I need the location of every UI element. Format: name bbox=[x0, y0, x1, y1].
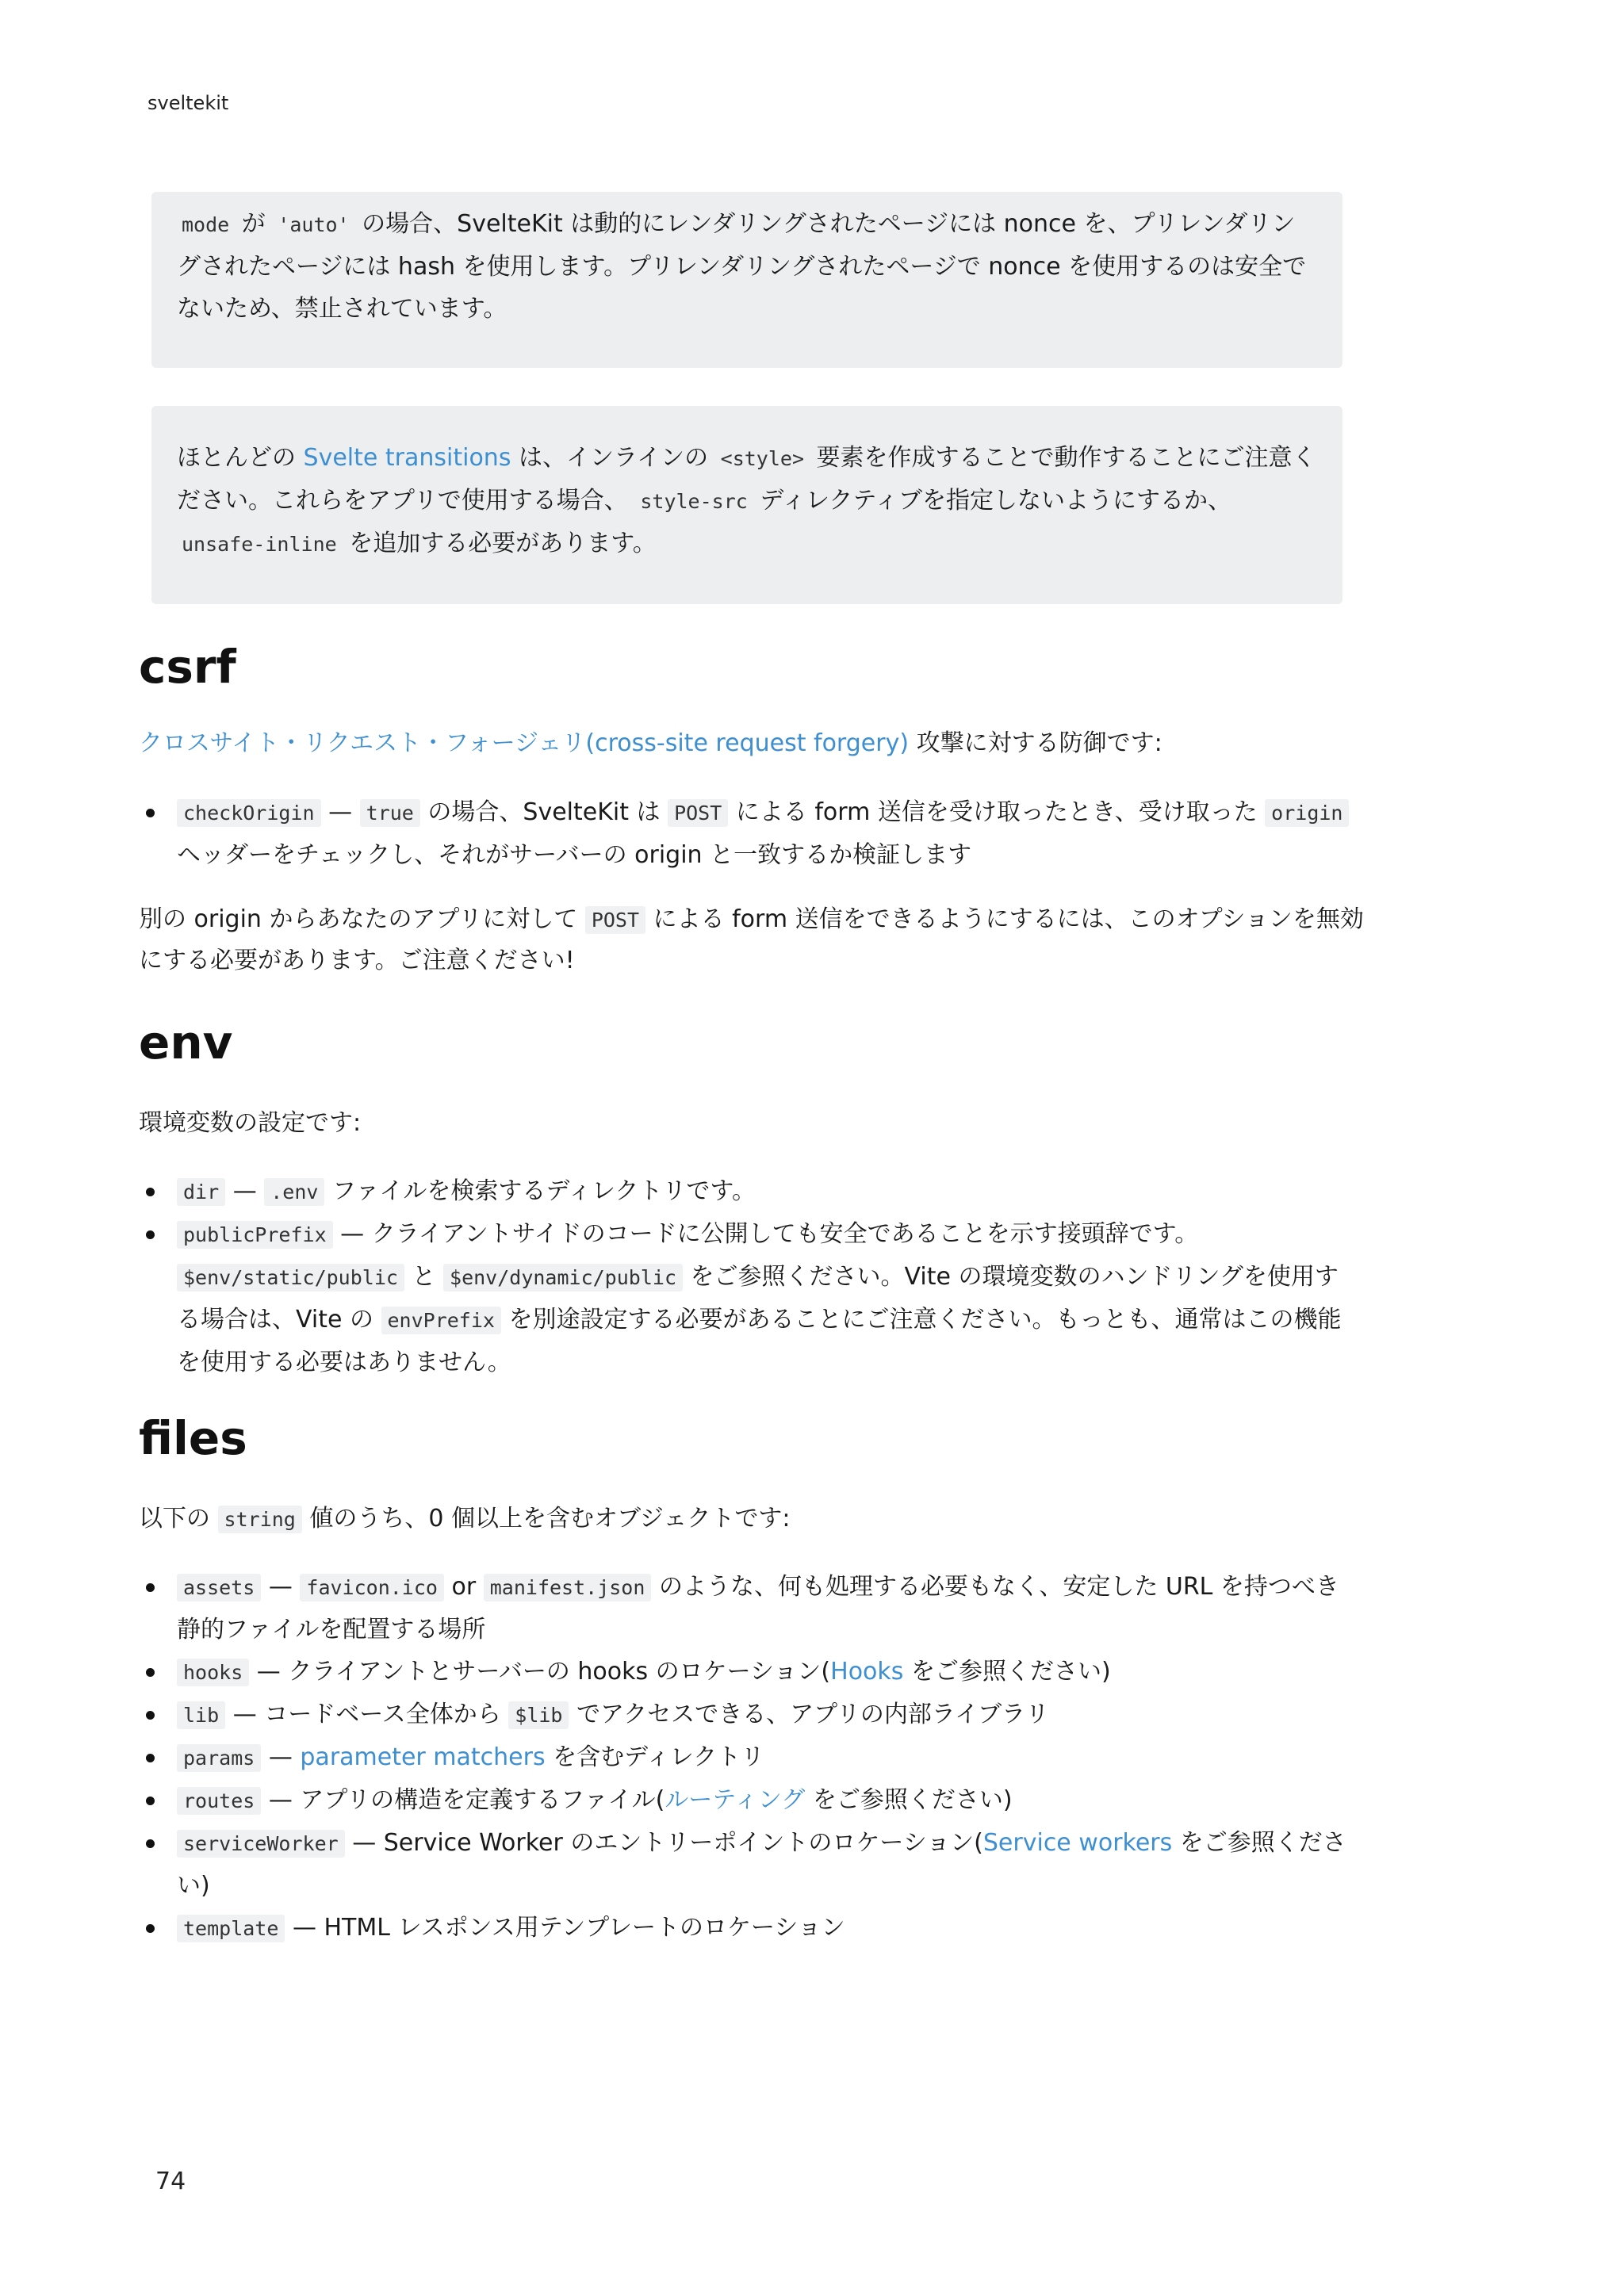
heading-env: env bbox=[139, 1016, 233, 1070]
code-unsafe-inline: unsafe-inline bbox=[182, 533, 337, 556]
csrf-options-list bbox=[139, 791, 1360, 876]
code-style-src: style-src bbox=[640, 490, 748, 513]
csrf-link[interactable]: クロスサイト・リクエスト・フォージェリ(cross-site request forgery) bbox=[139, 729, 910, 757]
list-item-lib: lib — コードベース全体から $lib でアクセスできる、アプリの内部ライブラリ bbox=[139, 1693, 1360, 1736]
env-intro: 環境変数の設定です: bbox=[139, 1109, 362, 1137]
list-item-hooks: hooks — クライアントとサーバーの hooks のロケーション(Hooks をご参照ください) bbox=[139, 1651, 1360, 1693]
list-item-dir: dir — .env ファイルを検索するディレクトリです。 bbox=[139, 1170, 1360, 1213]
csrf-warning: 別の origin からあなたのアプリに対して POST による form 送信をできるようにするには、このオプションを無効にする必要があります。ご注意ください! bbox=[139, 905, 1364, 974]
list-item-assets: assets — favicon.ico or manifest.json のような、何も処理する必要もなく、安定した URL を持つべき静的ファイルを配置する場所 bbox=[139, 1566, 1360, 1651]
service-workers-link[interactable]: Service workers bbox=[982, 1829, 1173, 1857]
parameter-matchers-link[interactable]: parameter matchers bbox=[300, 1743, 546, 1771]
routing-link[interactable]: ルーティング bbox=[665, 1786, 806, 1814]
note-transitions bbox=[151, 406, 1342, 604]
list-item-template: template — HTML レスポンス用テンプレートのロケーション bbox=[139, 1907, 1360, 1950]
hooks-link[interactable]: Hooks bbox=[830, 1658, 904, 1686]
list-item-routes: routes — アプリの構造を定義するファイル(ルーティング をご参照ください) bbox=[139, 1779, 1360, 1822]
running-header: sveltekit bbox=[147, 92, 229, 114]
files-options-list bbox=[139, 1566, 1360, 1950]
heading-files: files bbox=[139, 1411, 247, 1465]
code-style-tag: <style> bbox=[720, 447, 804, 470]
page-number: 74 bbox=[155, 2168, 186, 2195]
list-item-params: params — parameter matchers を含むディレクトリ bbox=[139, 1736, 1360, 1779]
env-options-list bbox=[139, 1170, 1360, 1383]
list-item-serviceworker: serviceWorker — Service Worker のエントリーポイントのロケーション(Service workers をご参照ください) bbox=[139, 1822, 1360, 1907]
note-text: ほとんどの Svelte transitions は、インラインの <style> 要素を作成することで動作することにご注意ください。これらをアプリで使用する場合、 style-src ディレクティブを指定しないようにするか、 unsafe-inline を追加する必要があります。 bbox=[177, 444, 1316, 557]
svelte-transitions-link[interactable]: Svelte transitions bbox=[303, 444, 511, 472]
code-mode: mode bbox=[182, 213, 230, 236]
note-text: mode が 'auto' の場合、SvelteKit は動的にレンダリングされたページには nonce を、プリレンダリングされたページには hash を使用します。プリレンダリングされたページで nonce を使用するのは安全でないため、禁止されています。 bbox=[177, 210, 1307, 323]
note-csp-mode bbox=[151, 192, 1342, 368]
files-intro: 以下の string 値のうち、0 個以上を含むオブジェクトです: bbox=[139, 1505, 791, 1533]
list-item-publicprefix: publicPrefix — クライアントサイドのコードに公開しても安全であることを示す接頭辞です。 $env/static/public と $env/dynamic/public をご参照ください。Vite の環境変数のハンドリングを使用する場合は、Vite の envPrefix を別途設定する必要があることにご注意ください。もっとも、通常はこの機能を使用する必要はありません。 bbox=[139, 1213, 1360, 1383]
heading-csrf: csrf bbox=[139, 640, 236, 694]
list-item-checkorigin: checkOrigin — true の場合、SvelteKit は POST による form 送信を受け取ったとき、受け取った origin ヘッダーをチェックし、それがサーバーの origin と一致するか検証します bbox=[139, 791, 1360, 876]
code-auto: 'auto' bbox=[278, 213, 350, 236]
csrf-intro: クロスサイト・リクエスト・フォージェリ(cross-site request forgery) 攻撃に対する防御です: bbox=[139, 729, 1162, 757]
